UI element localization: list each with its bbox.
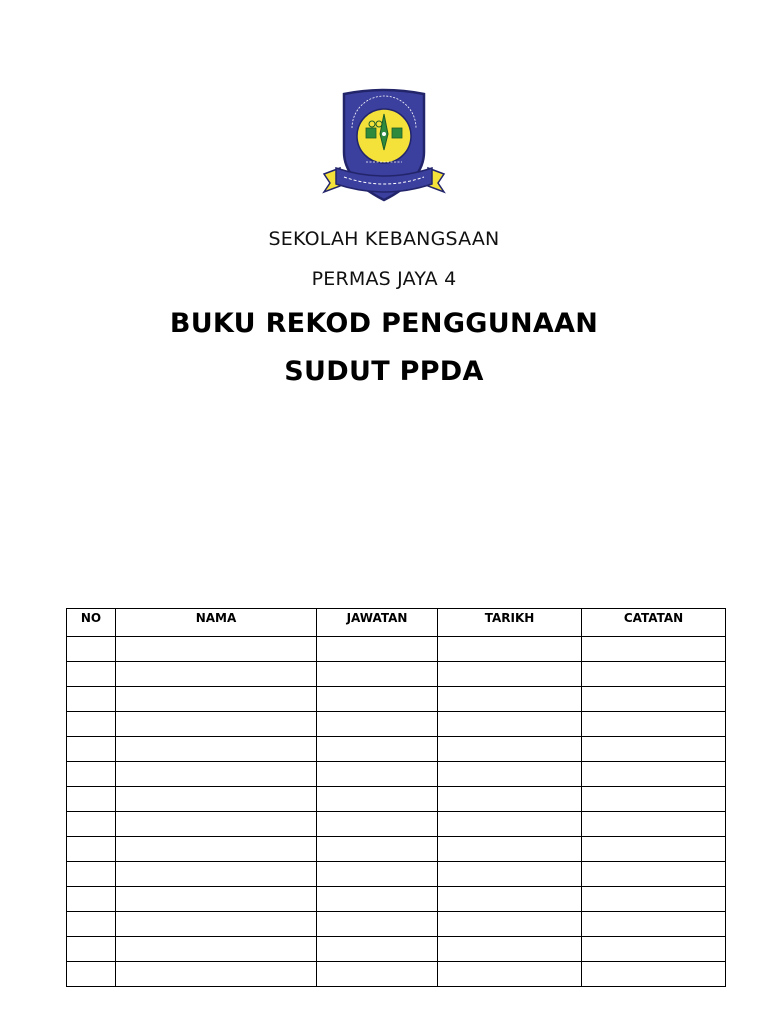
table-row [67,787,726,812]
cell-nama[interactable] [116,662,317,687]
column-header-tarikh: TARIKH [438,609,582,637]
cell-nama[interactable] [116,737,317,762]
cell-jawatan[interactable] [317,837,438,862]
column-header-no: NO [67,609,116,637]
table-row [67,737,726,762]
cell-jawatan[interactable] [317,687,438,712]
cell-nama[interactable] [116,637,317,662]
cell-catatan[interactable] [582,862,726,887]
cell-tarikh[interactable] [438,787,582,812]
cell-no[interactable] [67,937,116,962]
table-row [67,812,726,837]
table-row [67,887,726,912]
cell-no[interactable] [67,787,116,812]
cell-jawatan[interactable] [317,937,438,962]
usage-record-table [66,608,726,987]
cell-nama[interactable] [116,862,317,887]
cell-tarikh[interactable] [438,837,582,862]
table-body [67,637,726,987]
cell-jawatan[interactable] [317,737,438,762]
cell-tarikh[interactable] [438,887,582,912]
cell-tarikh[interactable] [438,637,582,662]
table-row [67,687,726,712]
cell-no[interactable] [67,837,116,862]
cell-no[interactable] [67,737,116,762]
cell-tarikh[interactable] [438,762,582,787]
table-row [67,962,726,987]
cell-nama[interactable] [116,912,317,937]
cell-no[interactable] [67,762,116,787]
cell-tarikh[interactable] [438,962,582,987]
cell-catatan[interactable] [582,962,726,987]
school-crest-logo [322,88,446,208]
cell-no[interactable] [67,712,116,737]
cell-tarikh[interactable] [438,812,582,837]
cell-nama[interactable] [116,762,317,787]
cell-tarikh[interactable] [438,737,582,762]
cell-jawatan[interactable] [317,812,438,837]
cell-catatan[interactable] [582,812,726,837]
cell-no[interactable] [67,962,116,987]
cell-nama[interactable] [116,937,317,962]
table-row [67,937,726,962]
cell-catatan[interactable] [582,637,726,662]
cell-nama[interactable] [116,962,317,987]
column-header-nama: NAMA [116,609,317,637]
cell-no[interactable] [67,662,116,687]
cell-jawatan[interactable] [317,662,438,687]
cell-jawatan[interactable] [317,887,438,912]
cell-catatan[interactable] [582,912,726,937]
table-header-row [67,609,726,637]
cell-catatan[interactable] [582,712,726,737]
cell-nama[interactable] [116,712,317,737]
cell-nama[interactable] [116,687,317,712]
cell-tarikh[interactable] [438,912,582,937]
cell-no[interactable] [67,887,116,912]
cell-tarikh[interactable] [438,937,582,962]
cell-nama[interactable] [116,787,317,812]
cell-no[interactable] [67,912,116,937]
cell-catatan[interactable] [582,762,726,787]
column-header-catatan: CATATAN [582,609,726,637]
cell-no[interactable] [67,687,116,712]
document-title-line-1: BUKU REKOD PENGGUNAAN [169,308,599,339]
cell-jawatan[interactable] [317,787,438,812]
table-row [67,662,726,687]
cell-catatan[interactable] [582,937,726,962]
cell-catatan[interactable] [582,837,726,862]
school-name-line-2: PERMAS JAYA 4 [311,268,457,290]
cell-tarikh[interactable] [438,862,582,887]
cell-tarikh[interactable] [438,712,582,737]
cell-catatan[interactable] [582,887,726,912]
cell-nama[interactable] [116,887,317,912]
cell-no[interactable] [67,637,116,662]
table-row [67,912,726,937]
cell-jawatan[interactable] [317,862,438,887]
school-name-line-1: SEKOLAH KEBANGSAAN [268,228,500,250]
cell-jawatan[interactable] [317,912,438,937]
cell-nama[interactable] [116,837,317,862]
document-title-line-2: SUDUT PPDA [284,356,484,387]
cell-tarikh[interactable] [438,687,582,712]
cell-tarikh[interactable] [438,662,582,687]
cell-catatan[interactable] [582,687,726,712]
table-row [67,637,726,662]
cell-catatan[interactable] [582,787,726,812]
cell-nama[interactable] [116,812,317,837]
cell-jawatan[interactable] [317,637,438,662]
table-row [67,837,726,862]
cell-jawatan[interactable] [317,712,438,737]
cell-jawatan[interactable] [317,762,438,787]
column-header-jawatan: JAWATAN [317,609,438,637]
table-row [67,712,726,737]
cell-no[interactable] [67,812,116,837]
cell-catatan[interactable] [582,737,726,762]
cell-jawatan[interactable] [317,962,438,987]
table-row [67,762,726,787]
cell-no[interactable] [67,862,116,887]
cell-catatan[interactable] [582,662,726,687]
table-row [67,862,726,887]
